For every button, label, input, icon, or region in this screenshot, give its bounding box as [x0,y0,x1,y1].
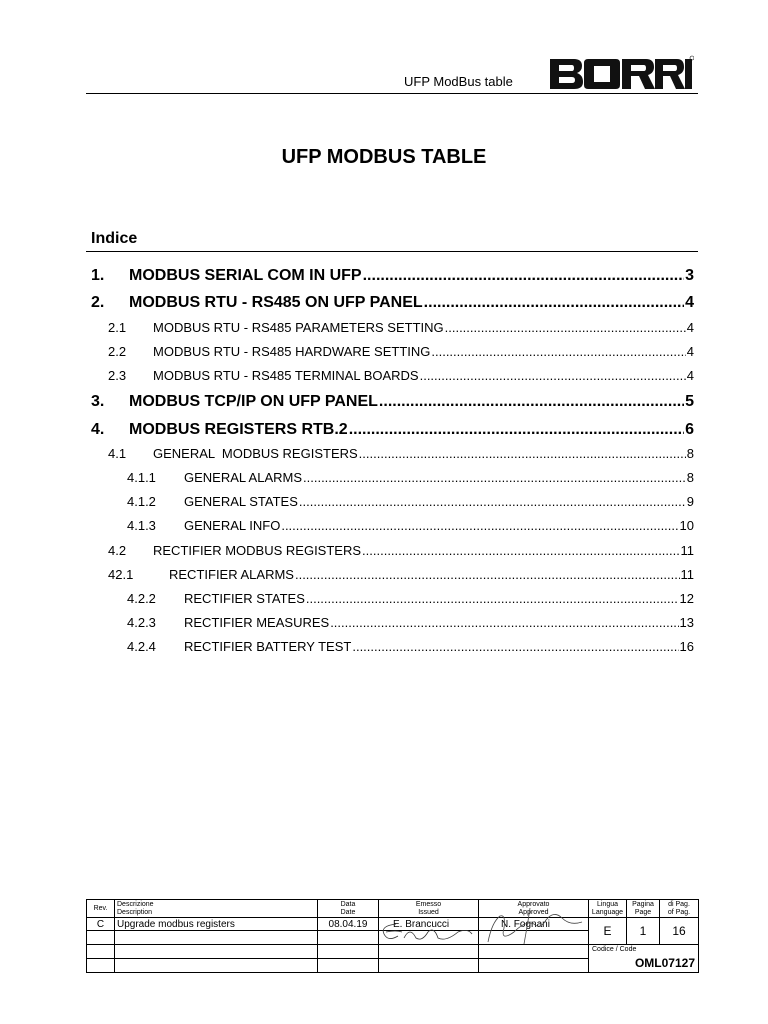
toc-leader [363,267,684,285]
header-title: UFP ModBus table [404,74,513,89]
toc-page: 12 [679,591,694,606]
toc-label: MODBUS REGISTERS RTB.2 [129,421,348,438]
toc-entry[interactable] [108,320,694,335]
toc-entry[interactable] [127,470,694,485]
toc-label: RECTIFIER STATES [184,591,305,606]
toc-leader [359,446,686,461]
toc-page: 11 [680,567,694,582]
toc-entry[interactable] [91,421,694,439]
toc-label: RECTIFIER BATTERY TEST [184,639,352,654]
toc-number: 2.3 [108,368,153,383]
toc-number: 3. [91,393,129,411]
toc-label: RECTIFIER ALARMS [169,567,294,582]
toc-leader [330,615,678,630]
toc-entry[interactable] [108,368,694,383]
toc-label: GENERAL STATES [184,494,298,509]
toc-page: 10 [679,518,694,533]
toc-number: 42.1 [108,567,169,582]
empty-cell [87,945,115,959]
document-title: UFP MODBUS TABLE [281,146,487,168]
toc-entry[interactable] [91,294,694,312]
empty-cell [379,931,479,945]
toc-entry[interactable] [127,494,694,509]
toc-entry[interactable] [127,639,694,654]
toc-number: 4. [91,421,129,439]
issued-by-value: E. Brancucci [379,918,479,931]
empty-cell [479,945,589,959]
toc-number: 4.2.3 [127,615,184,630]
revision-table [86,899,699,973]
toc-leader [431,344,685,359]
empty-cell [115,959,318,973]
code-value: OML07127 [634,956,695,970]
toc-leader [303,470,686,485]
empty-cell [87,959,115,973]
toc-leader [362,543,679,558]
toc-leader [281,518,678,533]
toc-number: 4.2.4 [127,639,184,654]
toc-leader [424,294,684,312]
toc-number: 4.2.2 [127,591,184,606]
toc-page: 8 [686,470,694,485]
toc-label: RECTIFIER MODBUS REGISTERS [153,543,362,558]
code-label: Codice / Code [592,946,637,953]
toc-page: 4 [686,368,694,383]
toc-page: 8 [686,446,694,461]
toc-number: 2.2 [108,344,153,359]
toc-label: RECTIFIER MEASURES [184,615,330,630]
empty-cell [318,931,379,945]
toc-leader [379,393,684,411]
description-header: Descrizione Description [115,900,318,918]
toc-label: GENERAL ALARMS [184,470,303,485]
code-cell [589,945,699,973]
language-header: Lingua Language [589,900,627,918]
toc-label: MODBUS RTU - RS485 PARAMETERS SETTING [153,320,444,335]
toc-label: MODBUS RTU - RS485 TERMINAL BOARDS [153,368,419,383]
empty-cell [87,931,115,945]
empty-cell [479,931,589,945]
page-header: Pagina Page [627,900,660,918]
toc-page: 9 [686,494,694,509]
rev-value: C [87,918,115,931]
toc-page: 11 [680,543,694,558]
toc-label: GENERAL MODBUS REGISTERS [153,446,358,461]
toc-page: 4 [685,294,694,311]
toc-label: MODBUS RTU - RS485 ON UFP PANEL [129,294,423,311]
toc-number: 4.1.3 [127,518,184,533]
toc-page: 6 [685,421,694,438]
issued-header: Emesso Issued [379,900,479,918]
toc-leader [306,591,679,606]
toc-entry[interactable] [127,591,694,606]
date-header: Data Date [318,900,379,918]
toc-number: 2. [91,294,129,312]
toc-leader [352,639,678,654]
toc-number: 4.1 [108,446,153,461]
toc-leader [445,320,686,335]
toc-number: 2.1 [108,320,153,335]
toc-entry[interactable] [108,446,694,461]
toc-entry[interactable] [108,567,694,582]
toc-number: 4.2 [108,543,153,558]
toc-entry[interactable] [127,615,694,630]
toc-label: MODBUS TCP/IP ON UFP PANEL [129,393,378,410]
language-value: E [589,918,627,945]
toc-leader [420,368,686,383]
empty-cell [379,945,479,959]
toc-page: 13 [679,615,694,630]
toc-entry[interactable] [108,543,694,558]
empty-cell [115,945,318,959]
empty-cell [318,945,379,959]
toc-label: MODBUS RTU - RS485 HARDWARE SETTING [153,344,431,359]
empty-cell [318,959,379,973]
toc-leader [295,567,680,582]
of-pages-header: di Pag. of Pag. [660,900,699,918]
index-heading: Indice [91,230,138,247]
empty-cell [379,959,479,973]
empty-cell [479,959,589,973]
toc-page: 16 [679,639,694,654]
toc-entry[interactable] [91,267,694,285]
toc-page: 4 [686,320,694,335]
toc-number: 1. [91,267,129,285]
toc-page: 4 [686,344,694,359]
rev-header: Rev. [87,900,115,918]
toc-number: 4.1.2 [127,494,184,509]
toc-leader [299,494,686,509]
date-value: 08.04.19 [318,918,379,931]
toc-label: MODBUS SERIAL COM IN UFP [129,267,362,284]
of-pages-value: 16 [660,918,699,945]
toc-page: 3 [685,267,694,284]
toc-entry[interactable] [91,393,694,411]
toc-entry[interactable] [108,344,694,359]
toc-label: GENERAL INFO [184,518,281,533]
toc-page: 5 [685,393,694,410]
description-value: Upgrade modbus registers [115,918,318,931]
toc-entry[interactable] [127,518,694,533]
approved-header: Approvato Approved [479,900,589,918]
page-value: 1 [627,918,660,945]
empty-cell [115,931,318,945]
toc-leader [349,421,684,439]
approved-by-value: N. Fognani [479,918,589,931]
toc-number: 4.1.1 [127,470,184,485]
